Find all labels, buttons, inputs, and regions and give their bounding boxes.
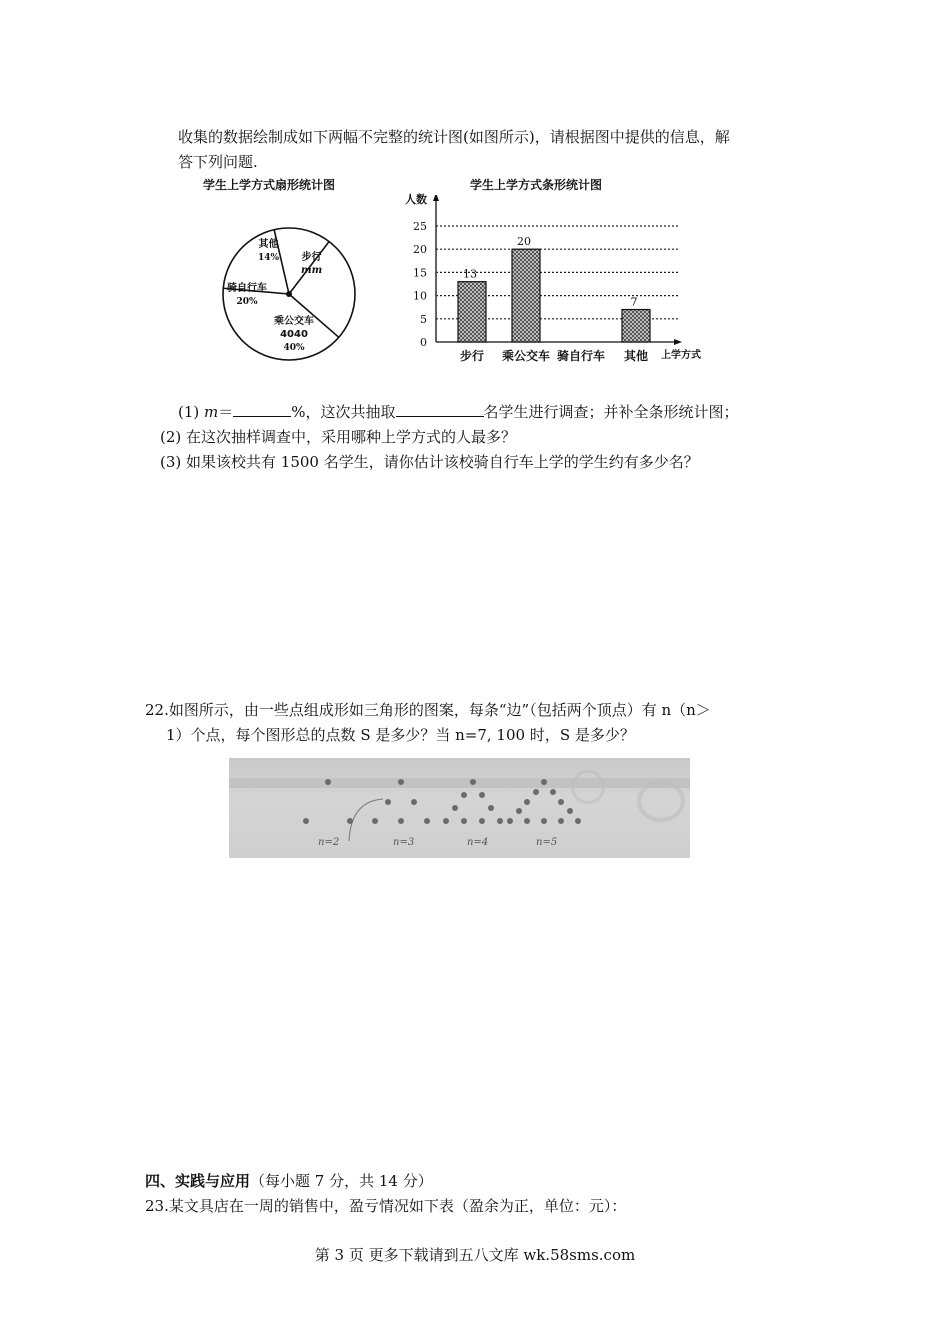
pattern-dot [550,789,556,795]
pattern-dot [461,818,467,824]
pie-label-walk: 步行 mm [301,252,323,276]
bar-2 [512,249,540,342]
pattern-dot [524,818,530,824]
bar-value-label: 20 [517,235,531,249]
section-4-heading: 四、实践与应用（每小题 7 分，共 14 分） [145,1172,433,1190]
figure-watermark-circle [637,780,685,822]
figure-watermark-circle-2 [571,770,605,804]
pie-label-other: 其他 14% [258,239,280,263]
pattern-dot [533,789,539,795]
pattern-dot [411,799,417,805]
pattern-dot [424,818,430,824]
pattern-dot [347,818,353,824]
pattern-dot [398,818,404,824]
bar-y-tick-label: 25 [413,220,427,233]
bar-category-label: 乘公交车 [501,349,551,363]
pattern-dot [479,818,485,824]
bar-category-label: 骑自行车 [556,349,606,363]
bar-chart-title: 学生上学方式条形统计图 [470,178,603,192]
bar-value-label: 7 [630,295,638,309]
pattern-dot [516,808,522,814]
pattern-dot [507,818,513,824]
figure-arc [347,793,387,843]
question-3: (3) 如果该校共有 1500 名学生，请你估计该校骑自行车上学的学生约有多少名？ [160,453,699,471]
bar-y-tick-label: 15 [413,266,427,280]
pattern-dot [567,808,573,814]
label-n5: n=5 [536,837,558,848]
question-1: (1) m＝ %，这次共抽取 名学生进行调查；并补全条形统计图； [178,403,739,421]
pattern-dot [452,805,458,811]
question-23: 23.某文具店在一周的销售中，盈亏情况如下表（盈余为正，单位：元）： [145,1197,627,1215]
bar-y-tick-label: 10 [413,289,427,303]
pattern-dot [385,799,391,805]
bar-x-axis-label: 上学方式 [661,350,701,361]
bar-y-tick-label: 5 [420,312,427,326]
pattern-dot [372,818,378,824]
pattern-dot [575,818,581,824]
pattern-dot [325,779,331,785]
intro-line-1: 收集的数据绘制成如下两幅不完整的统计图(如图所示)，请根据图中提供的信息，解 [178,128,730,146]
label-n3: n=3 [393,837,415,848]
pattern-dot [497,818,503,824]
bar-y-tick-label: 20 [413,243,427,257]
blank-m[interactable] [233,402,291,417]
pattern-dot [461,792,467,798]
figure-band [229,778,690,788]
bar-4 [622,310,650,342]
label-n2: n=2 [318,837,340,848]
pie-label-bike: 骑自行车 20% [227,283,267,307]
pattern-dot [541,779,547,785]
bar-y-axis-arrow [433,195,439,201]
bar-y-tick-label: 0 [420,336,427,349]
question-22-line-2: 1）个点，每个图形总的点数 S 是多少？当 n=7, 100 时，S 是多少？ [166,726,635,744]
bar-x-axis-arrow [674,339,682,345]
pattern-dot [443,818,449,824]
page-footer: 第 3 页 更多下载请到五八文库 wk.58sms.com [314,1246,636,1264]
bar-category-label: 其他 [623,349,649,363]
pie-center [286,291,292,297]
pattern-dot [541,818,547,824]
question-2: (2) 在这次抽样调查中，采用哪种上学方式的人最多？ [160,428,517,446]
pattern-dot [558,799,564,805]
question-22-line-1: 22.如图所示，由一些点组成形如三角形的图案，每条“边”（包括两个顶点）有 n（n＞ [145,701,711,719]
pattern-dot [398,779,404,785]
pattern-dot [524,799,530,805]
bar-value-label: 13 [463,267,477,281]
triangle-dots-figure [229,758,690,858]
pattern-dot [479,792,485,798]
bar-y-axis-label: 人数 [405,193,427,206]
pie-label-bus: 乘公交车 4040 40% [274,316,314,353]
blank-count[interactable] [396,402,484,417]
intro-line-2: 答下列问题. [178,153,258,171]
bar-category-label: 步行 [459,349,485,363]
bar-chart [400,195,690,370]
pattern-dot [303,818,309,824]
pie-chart-title: 学生上学方式扇形统计图 [203,178,336,192]
bar-1 [458,282,486,342]
pattern-dot [558,818,564,824]
pattern-dot [488,805,494,811]
label-n4: n=4 [467,837,489,848]
pattern-dot [470,779,476,785]
